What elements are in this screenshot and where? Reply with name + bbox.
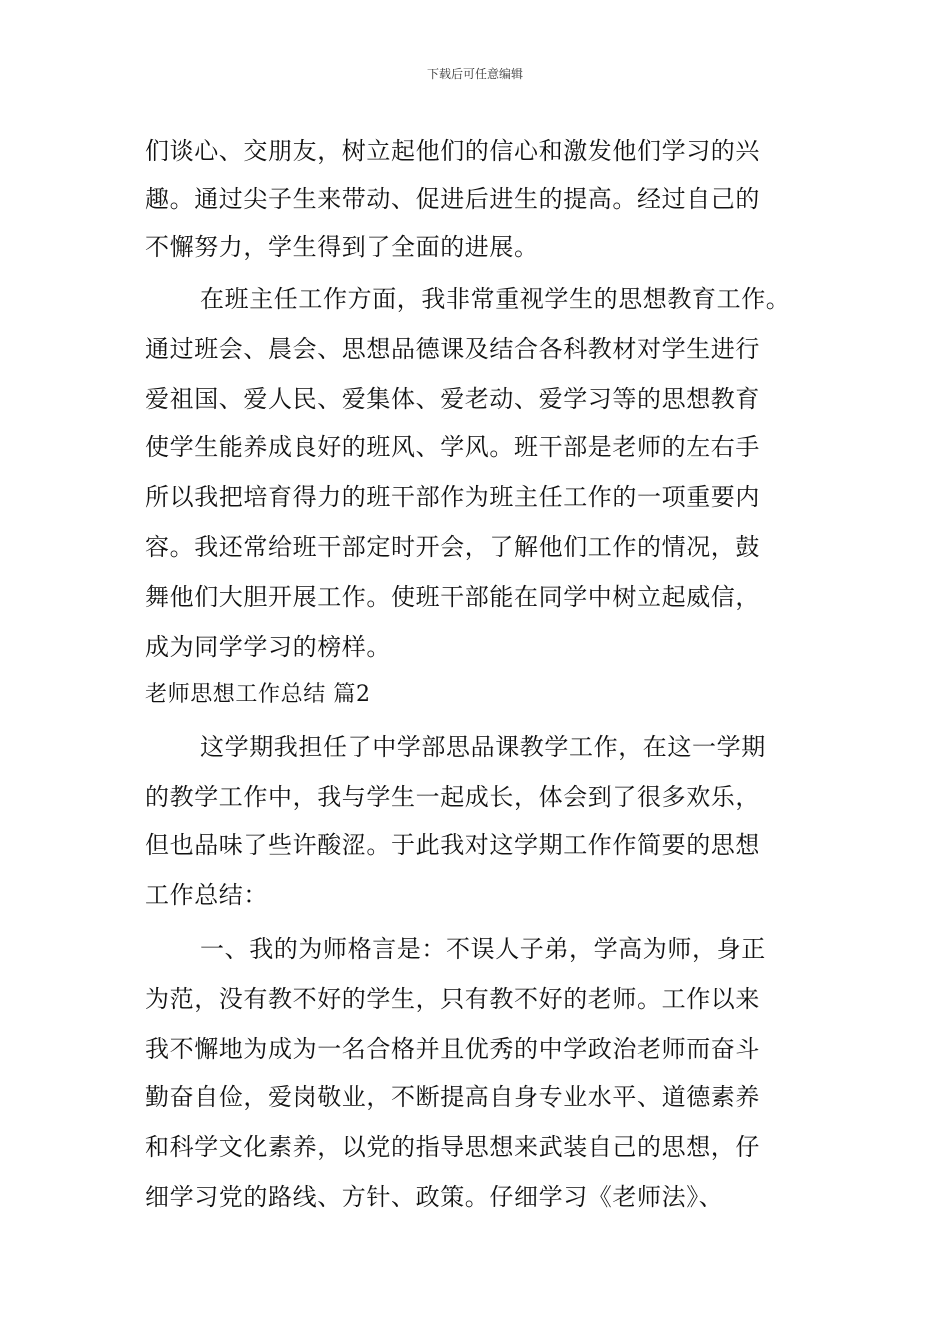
text-line: 和科学文化素养，以党的指导思想来武装自己的思想，仔 (145, 1133, 760, 1161)
paragraph-first-line: 这学期我担任了中学部思品课教学工作，在这一学期 (200, 733, 766, 761)
paragraph-first-line: 一、我的为师格言是：不误人子弟，学高为师，身正 (200, 935, 766, 963)
text-line: 所以我把培育得力的班干部作为班主任工作的一项重要内 (145, 483, 760, 511)
section-heading: 老师思想工作总结 篇2 (145, 682, 371, 707)
text-line: 成为同学学习的榜样。 (145, 633, 391, 661)
page-header: 下载后可任意编辑 (426, 67, 523, 81)
text-line: 不懈努力，学生得到了全面的进展。 (145, 233, 539, 261)
text-line: 趣。通过尖子生来带动、促进后进生的提高。经过自己的 (145, 185, 760, 213)
text-line: 爱祖国、爱人民、爱集体、爱老动、爱学习等的思想教育 (145, 385, 760, 413)
text-line: 的教学工作中，我与学生一起成长，体会到了很多欢乐， (145, 783, 760, 811)
text-line: 为范，没有教不好的学生，只有教不好的老师。工作以来 (145, 985, 760, 1013)
text-line: 细学习党的路线、方针、政策。仔细学习《老师法》、 (145, 1183, 724, 1211)
text-line: 通过班会、晨会、思想品德课及结合各科教材对学生进行 (145, 335, 760, 363)
text-line: 舞他们大胆开展工作。使班干部能在同学中树立起威信， (145, 583, 760, 611)
text-line: 但也品味了些许酸涩。于此我对这学期工作作简要的思想 (145, 831, 760, 859)
text-line: 容。我还常给班干部定时开会，了解他们工作的情况，鼓 (145, 533, 760, 561)
text-line: 勤奋自俭，爱岗敬业，不断提高自身专业水平、道德素养 (145, 1083, 760, 1111)
paragraph-first-line: 在班主任工作方面，我非常重视学生的思想教育工作。 (200, 285, 791, 313)
text-line: 使学生能养成良好的班风、学风。班干部是老师的左右手 (145, 433, 760, 461)
text-line: 工作总结： (145, 881, 268, 909)
text-line: 们谈心、交朋友，树立起他们的信心和激发他们学习的兴 (145, 137, 760, 165)
text-line: 我不懈地为成为一名合格并且优秀的中学政治老师而奋斗 (145, 1035, 760, 1063)
